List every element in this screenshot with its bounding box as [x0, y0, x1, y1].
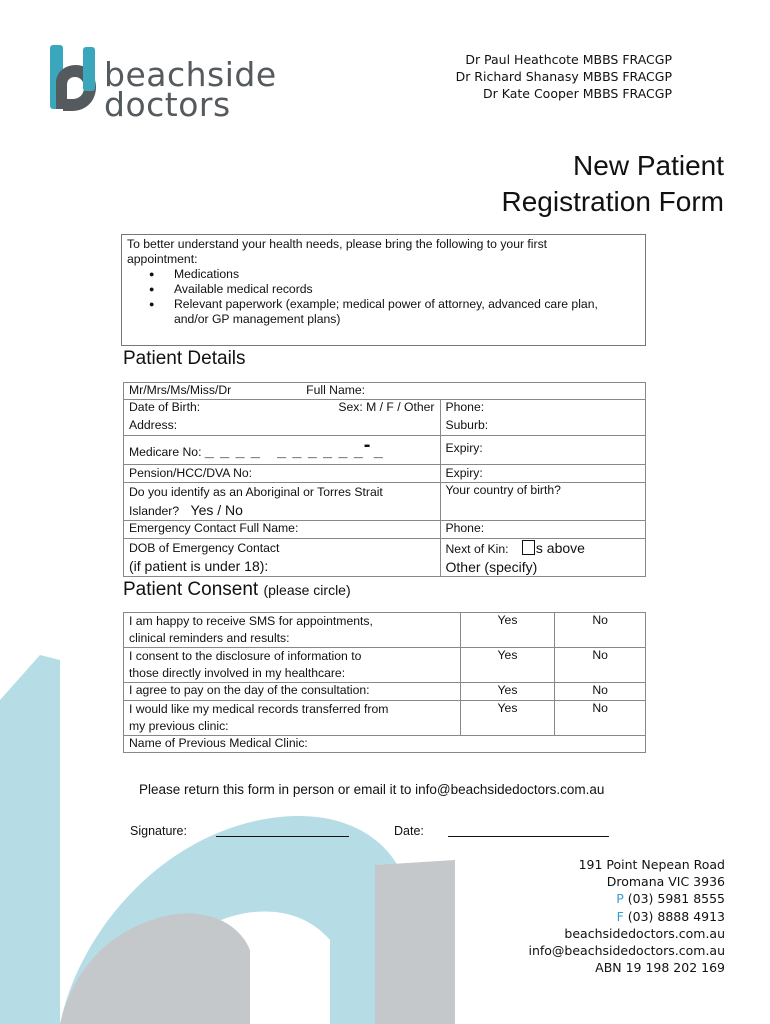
bring-item-continued: and/or GP management plans): [174, 312, 341, 326]
fax-prefix: F: [616, 908, 624, 924]
previous-clinic-field[interactable]: Name of Previous Medical Clinic:: [124, 736, 646, 753]
aboriginal-options[interactable]: Yes / No: [190, 502, 243, 518]
emergency-dob-note: (if patient is under 18):: [129, 558, 269, 574]
as-above-checkbox[interactable]: [522, 540, 535, 555]
phone-field[interactable]: Phone:: [440, 400, 646, 418]
dob-field[interactable]: Date of Birth:: [124, 400, 307, 418]
next-of-kin-field[interactable]: [440, 539, 646, 577]
abn: ABN 19 198 202 169: [595, 960, 725, 976]
expiry-field[interactable]: Expiry:: [440, 436, 646, 465]
aboriginal-question-text: Islander?: [129, 504, 180, 518]
emergency-dob-label: DOB of Emergency Contact: [129, 541, 280, 555]
bring-item: ● Medications: [174, 267, 640, 282]
consent-no-option[interactable]: No: [555, 648, 646, 683]
doctor-name: Dr Paul Heathcote MBBS FRACGP: [465, 52, 672, 67]
consent-heading-text: Patient Consent: [123, 579, 259, 600]
consent-yes-option[interactable]: Yes: [460, 701, 555, 736]
consent-yes-option[interactable]: Yes: [460, 648, 555, 683]
intro-box: [121, 234, 646, 346]
logo-text-doctors: doctors: [104, 85, 231, 124]
consent-no-option[interactable]: No: [555, 683, 646, 701]
consent-row: [124, 613, 646, 648]
consent-heading-note: (please circle): [263, 582, 351, 598]
consent-row: [124, 648, 646, 683]
country-of-birth-field[interactable]: Your country of birth?: [440, 483, 646, 521]
consent-question: I am happy to receive SMS for appointments, clinical reminders and results:: [124, 613, 461, 648]
date-label: Date:: [394, 824, 424, 838]
patient-details-table: [123, 382, 646, 577]
doctor-name: Dr Kate Cooper MBBS FRACGP: [483, 86, 672, 101]
bring-list: [127, 267, 640, 312]
emergency-phone-field[interactable]: Phone:: [440, 521, 646, 539]
logo-text-beachside: beachside: [104, 55, 277, 94]
consent-question: I agree to pay on the day of the consultation:: [124, 683, 461, 701]
medicare-blanks: _ _ _ _ _ _ _ _ _ _: [204, 443, 364, 460]
title-line-1: New Patient: [573, 150, 724, 181]
consent-yes-option[interactable]: Yes: [460, 683, 555, 701]
page-title: [501, 148, 724, 220]
next-of-kin-label: Next of Kin:: [445, 542, 509, 556]
doctors-list: [456, 51, 672, 102]
other-specify-label: Other (specify): [445, 559, 538, 575]
address-line: 191 Point Nepean Road: [578, 857, 725, 872]
emergency-dob-field[interactable]: [124, 539, 441, 577]
fax-line: [528, 908, 725, 925]
bring-item: ● Available medical records: [174, 282, 640, 297]
phone-line: [528, 890, 725, 907]
date-line[interactable]: [448, 836, 609, 837]
aboriginal-question-text: Do you identify as an Aboriginal or Torres Strait: [129, 485, 383, 499]
patient-consent-heading: [123, 579, 351, 601]
address-field[interactable]: Address:: [124, 418, 441, 436]
return-instructions: Please return this form in person or email it to info@beachsidedoctors.com.au: [139, 782, 605, 797]
medicare-dash: -: [363, 434, 371, 456]
title-field[interactable]: Mr/Mrs/Ms/Miss/Dr: [124, 383, 307, 400]
beachside-logo-icon: [50, 45, 100, 117]
consent-yes-option[interactable]: Yes: [460, 613, 555, 648]
consent-question: I would like my medical records transferred from my previous clinic:: [124, 701, 461, 736]
consent-no-option[interactable]: No: [555, 701, 646, 736]
as-above-label: s above: [535, 540, 585, 556]
suburb-field[interactable]: Suburb:: [440, 418, 646, 436]
phone-prefix: P: [616, 891, 624, 907]
bring-item: ● Relevant paperwork (example; medical power of attorney, advanced care plan,: [174, 297, 640, 312]
address-line: Dromana VIC 3936: [606, 874, 725, 890]
aboriginal-question[interactable]: [124, 483, 441, 521]
full-name-field[interactable]: Full Name:: [306, 383, 645, 400]
doctor-name: Dr Richard Shanasy MBBS FRACGP: [455, 69, 672, 84]
consent-no-option[interactable]: No: [555, 613, 646, 648]
phone-number: (03) 5981 8555: [623, 891, 725, 907]
pension-field[interactable]: Pension/HCC/DVA No:: [124, 465, 441, 483]
consent-table: [123, 612, 646, 753]
practice-address: [528, 856, 725, 976]
sex-field[interactable]: Sex: M / F / Other: [306, 400, 440, 418]
consent-row: [124, 701, 646, 736]
title-line-2: Registration Form: [501, 186, 724, 217]
website-link[interactable]: beachsidedoctors.com.au: [564, 925, 725, 941]
consent-question: I consent to the disclosure of information to those directly involved in my healthcare:: [124, 648, 461, 683]
medicare-last-blank: _: [373, 443, 383, 460]
signature-line[interactable]: [216, 836, 349, 837]
patient-details-heading: Patient Details: [123, 348, 246, 369]
fax-number: (03) 8888 4913: [623, 908, 725, 924]
consent-row: [124, 683, 646, 701]
intro-text: appointment:: [127, 252, 198, 266]
signature-label: Signature:: [130, 824, 187, 838]
intro-text: To better understand your health needs, please bring the following to your first: [127, 237, 548, 251]
emergency-contact-name-field[interactable]: Emergency Contact Full Name:: [124, 521, 441, 539]
pension-expiry-field[interactable]: Expiry:: [440, 465, 646, 483]
medicare-label: Medicare No:: [129, 445, 202, 459]
email-link[interactable]: info@beachsidedoctors.com.au: [528, 943, 725, 959]
medicare-field[interactable]: [124, 436, 441, 465]
